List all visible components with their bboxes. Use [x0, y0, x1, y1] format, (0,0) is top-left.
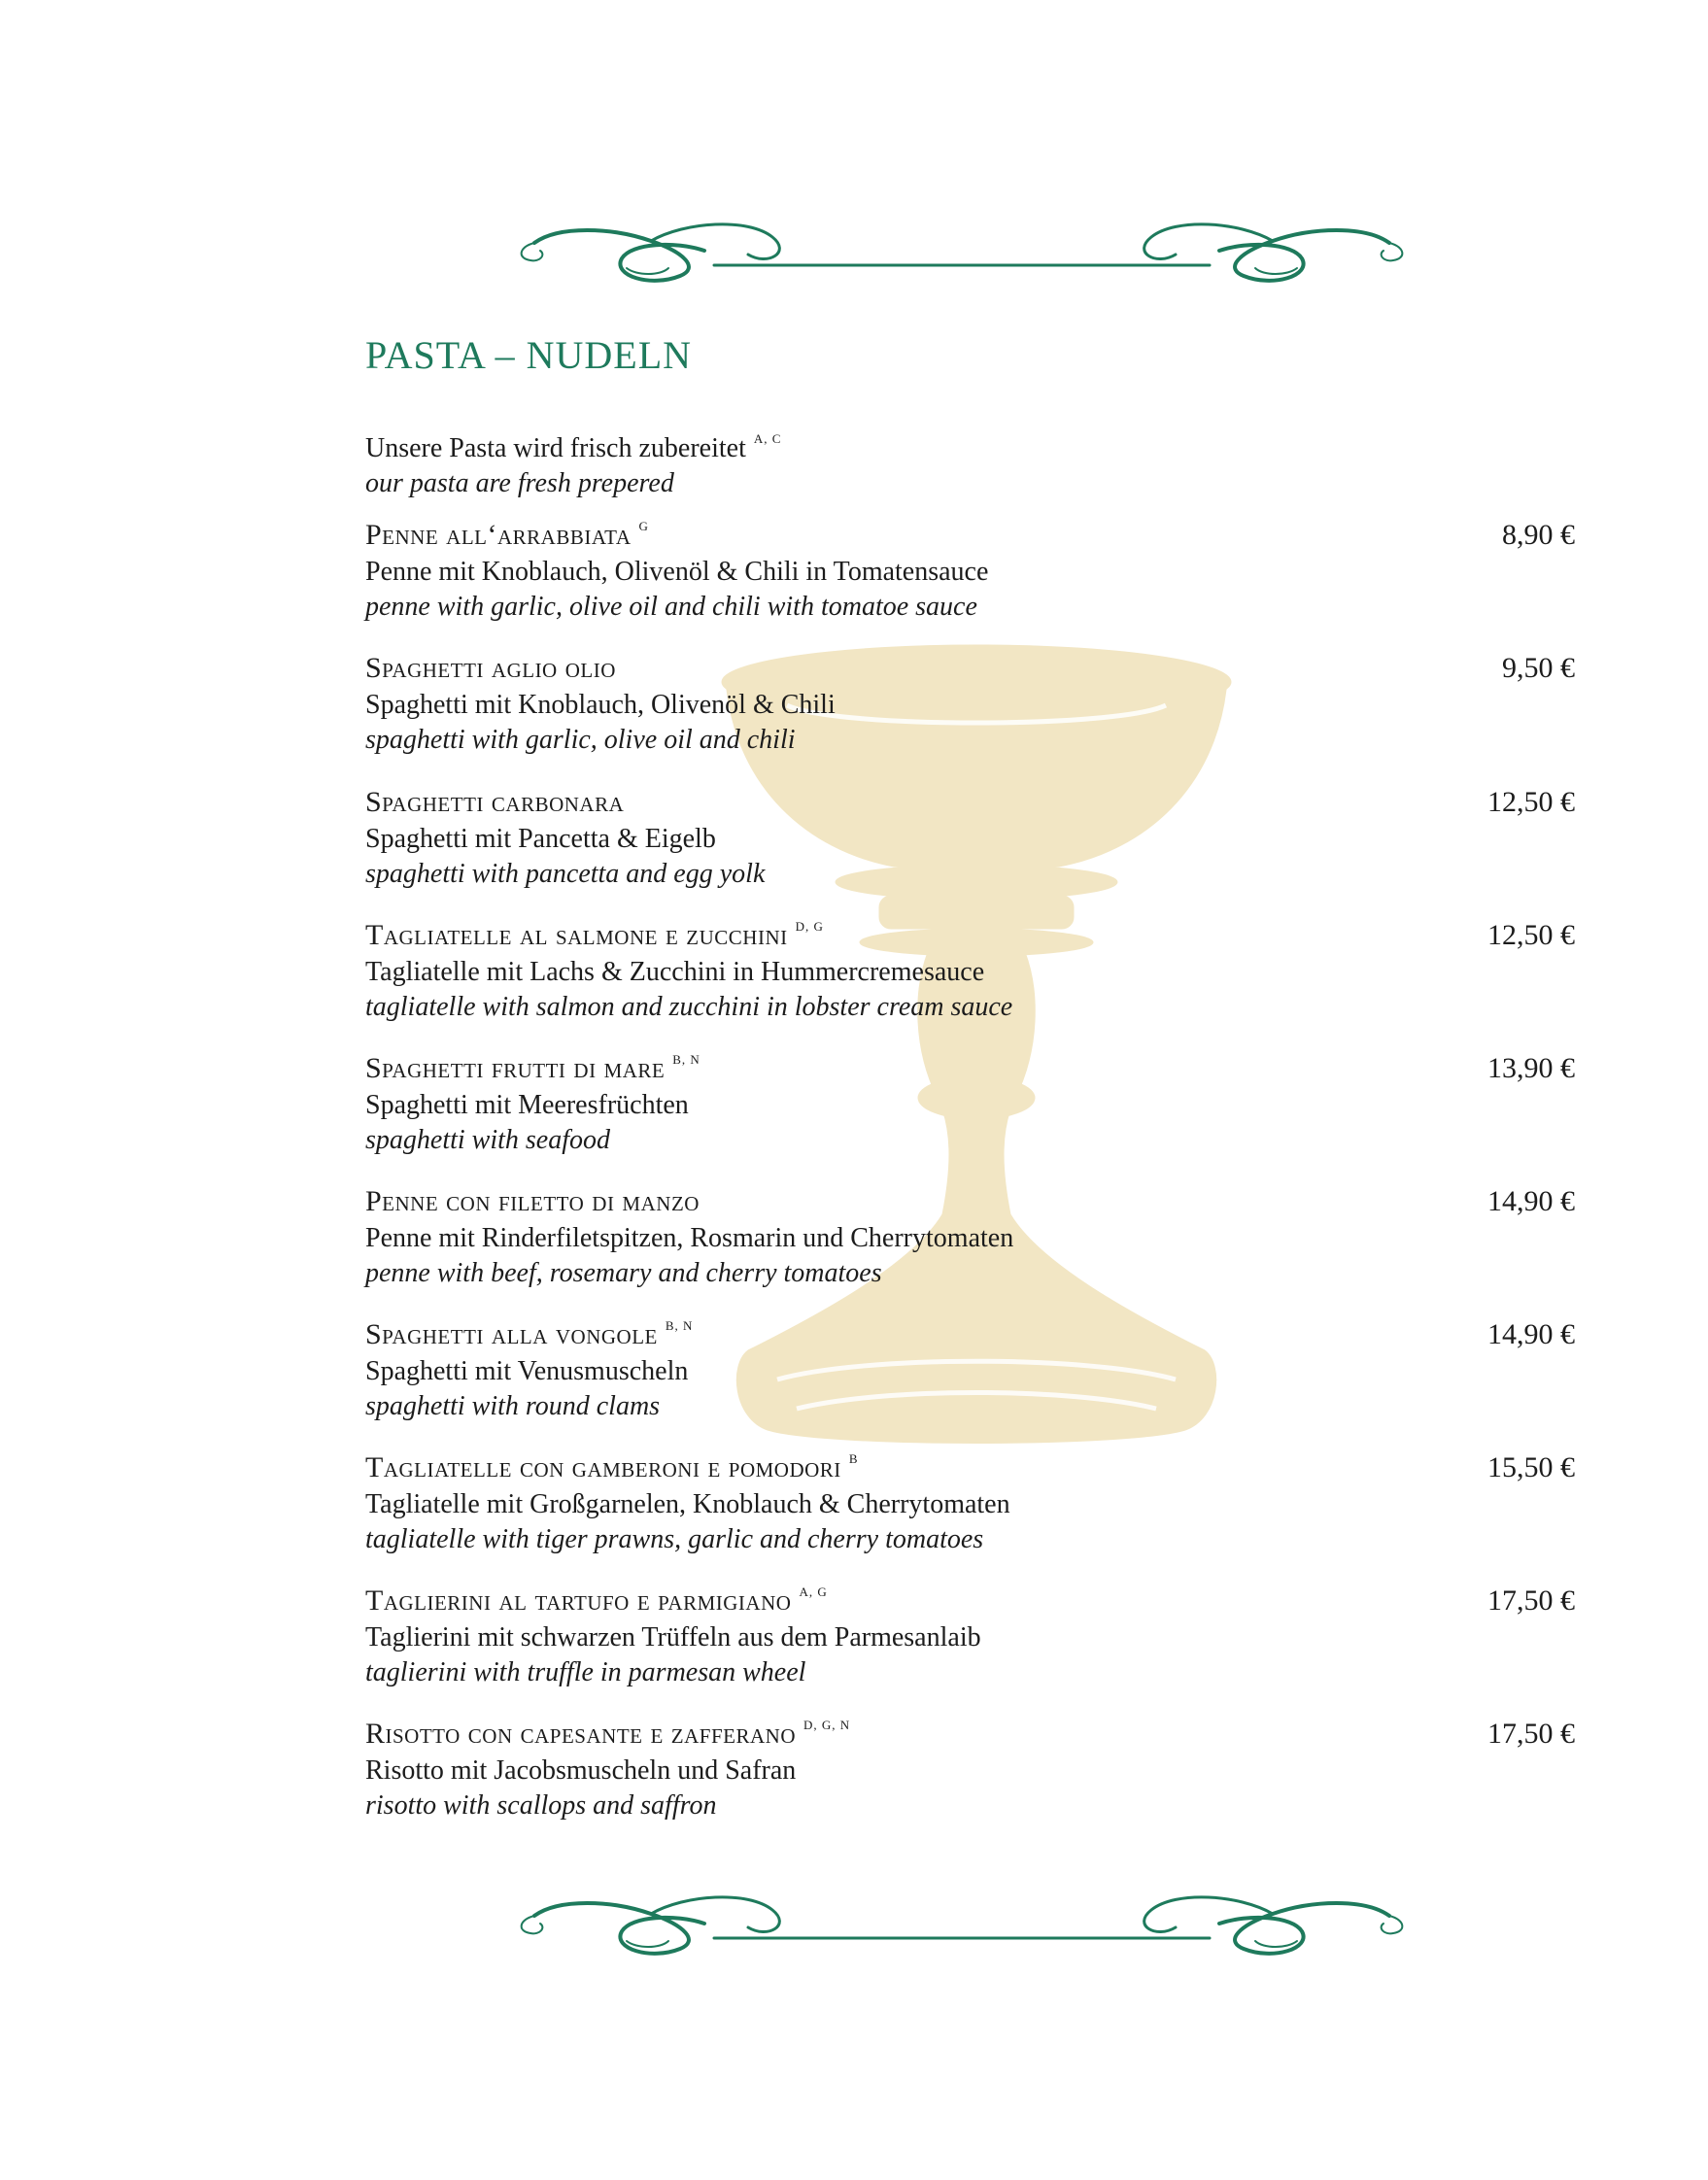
item-desc-english: penne with garlic, olive oil and chili with tomatoe sauce — [365, 592, 977, 622]
item-price: 12,50 € — [1487, 786, 1575, 818]
allergen-codes: D, G, N — [803, 1718, 851, 1732]
item-desc-english: tagliatelle with tiger prawns, garlic and cherry tomatoes — [365, 1524, 984, 1554]
item-desc-english: taglierini with truffle in parmesan wheel — [365, 1657, 806, 1687]
menu-item — [365, 916, 1575, 1025]
menu-intro — [365, 422, 781, 501]
item-desc-english: penne with beef, rosemary and cherry tomatoes — [365, 1258, 882, 1288]
item-desc-german: Taglierini mit schwarzen Trüffeln aus dem Parmesanlaib — [365, 1622, 981, 1652]
allergen-codes: D, G — [795, 919, 824, 934]
allergen-codes: A, C — [753, 431, 782, 446]
menu-item — [365, 1315, 1575, 1424]
menu-item — [365, 1582, 1575, 1690]
allergen-codes: B, N — [672, 1052, 700, 1067]
item-price: 17,50 € — [1487, 1584, 1575, 1617]
item-desc-english: risotto with scallops and saffron — [365, 1790, 717, 1821]
item-price: 9,50 € — [1502, 652, 1575, 684]
item-name: Penne con filetto di manzo — [365, 1185, 700, 1217]
page-title: PASTA – NUDELN — [365, 333, 693, 377]
menu-item — [365, 1049, 1575, 1158]
item-name: Spaghetti carbonara — [365, 786, 625, 818]
menu-item — [365, 516, 1575, 625]
allergen-codes: B, N — [665, 1318, 694, 1333]
item-price: 14,90 € — [1487, 1185, 1575, 1217]
item-desc-english: spaghetti with pancetta and egg yolk — [365, 859, 766, 889]
item-name: Spaghetti aglio olio — [365, 652, 616, 684]
item-desc-german: Risotto mit Jacobsmuscheln und Safran — [365, 1755, 797, 1786]
item-name: Tagliatelle al salmone e zucchini — [365, 919, 788, 951]
intro-english: our pasta are fresh prepered — [365, 468, 674, 498]
item-price: 17,50 € — [1487, 1718, 1575, 1750]
allergen-codes: A, G — [799, 1584, 828, 1599]
item-price: 14,90 € — [1487, 1318, 1575, 1350]
item-desc-english: spaghetti with garlic, olive oil and chili — [365, 725, 796, 755]
item-name: Spaghetti alla vongole — [365, 1318, 658, 1350]
menu-item — [365, 649, 1575, 758]
item-desc-german: Spaghetti mit Meeresfrüchten — [365, 1090, 689, 1120]
item-desc-german: Spaghetti mit Pancetta & Eigelb — [365, 824, 716, 854]
item-name: Spaghetti frutti di mare — [365, 1052, 666, 1084]
item-desc-german: Penne mit Knoblauch, Olivenöl & Chili in Tomatensauce — [365, 557, 989, 587]
menu-item — [365, 1448, 1575, 1557]
item-price: 15,50 € — [1487, 1451, 1575, 1483]
menu-item — [365, 1715, 1575, 1823]
item-desc-german: Tagliatelle mit Großgarnelen, Knoblauch & Cherrytomaten — [365, 1489, 1010, 1519]
item-name: Risotto con capesante e zafferano — [365, 1718, 796, 1750]
item-name: Penne all‘arrabbiata — [365, 519, 632, 551]
item-desc-english: tagliatelle with salmon and zucchini in lobster cream sauce — [365, 992, 1013, 1022]
item-price: 13,90 € — [1487, 1052, 1575, 1084]
bottom-flourish-ornament — [505, 1885, 1418, 1962]
menu-item — [365, 1182, 1575, 1291]
item-price: 8,90 € — [1502, 519, 1575, 551]
top-flourish-ornament — [505, 212, 1418, 290]
item-name: Taglierini al tartufo e parmigiano — [365, 1584, 792, 1617]
allergen-codes: G — [638, 519, 649, 533]
item-desc-german: Penne mit Rinderfiletspitzen, Rosmarin und Cherrytomaten — [365, 1223, 1014, 1253]
intro-german — [365, 422, 781, 466]
item-desc-german: Tagliatelle mit Lachs & Zucchini in Hummercremesauce — [365, 957, 985, 987]
item-desc-german: Spaghetti mit Venusmuscheln — [365, 1356, 689, 1386]
menu-item — [365, 783, 1575, 892]
intro-german-text: Unsere Pasta wird frisch zubereitet — [365, 433, 746, 463]
item-desc-english: spaghetti with round clams — [365, 1391, 661, 1421]
item-name: Tagliatelle con gamberoni e pomodori — [365, 1451, 841, 1483]
item-price: 12,50 € — [1487, 919, 1575, 951]
item-desc-german: Spaghetti mit Knoblauch, Olivenöl & Chili — [365, 690, 836, 720]
allergen-codes: B — [848, 1451, 859, 1466]
item-desc-english: spaghetti with seafood — [365, 1125, 610, 1155]
